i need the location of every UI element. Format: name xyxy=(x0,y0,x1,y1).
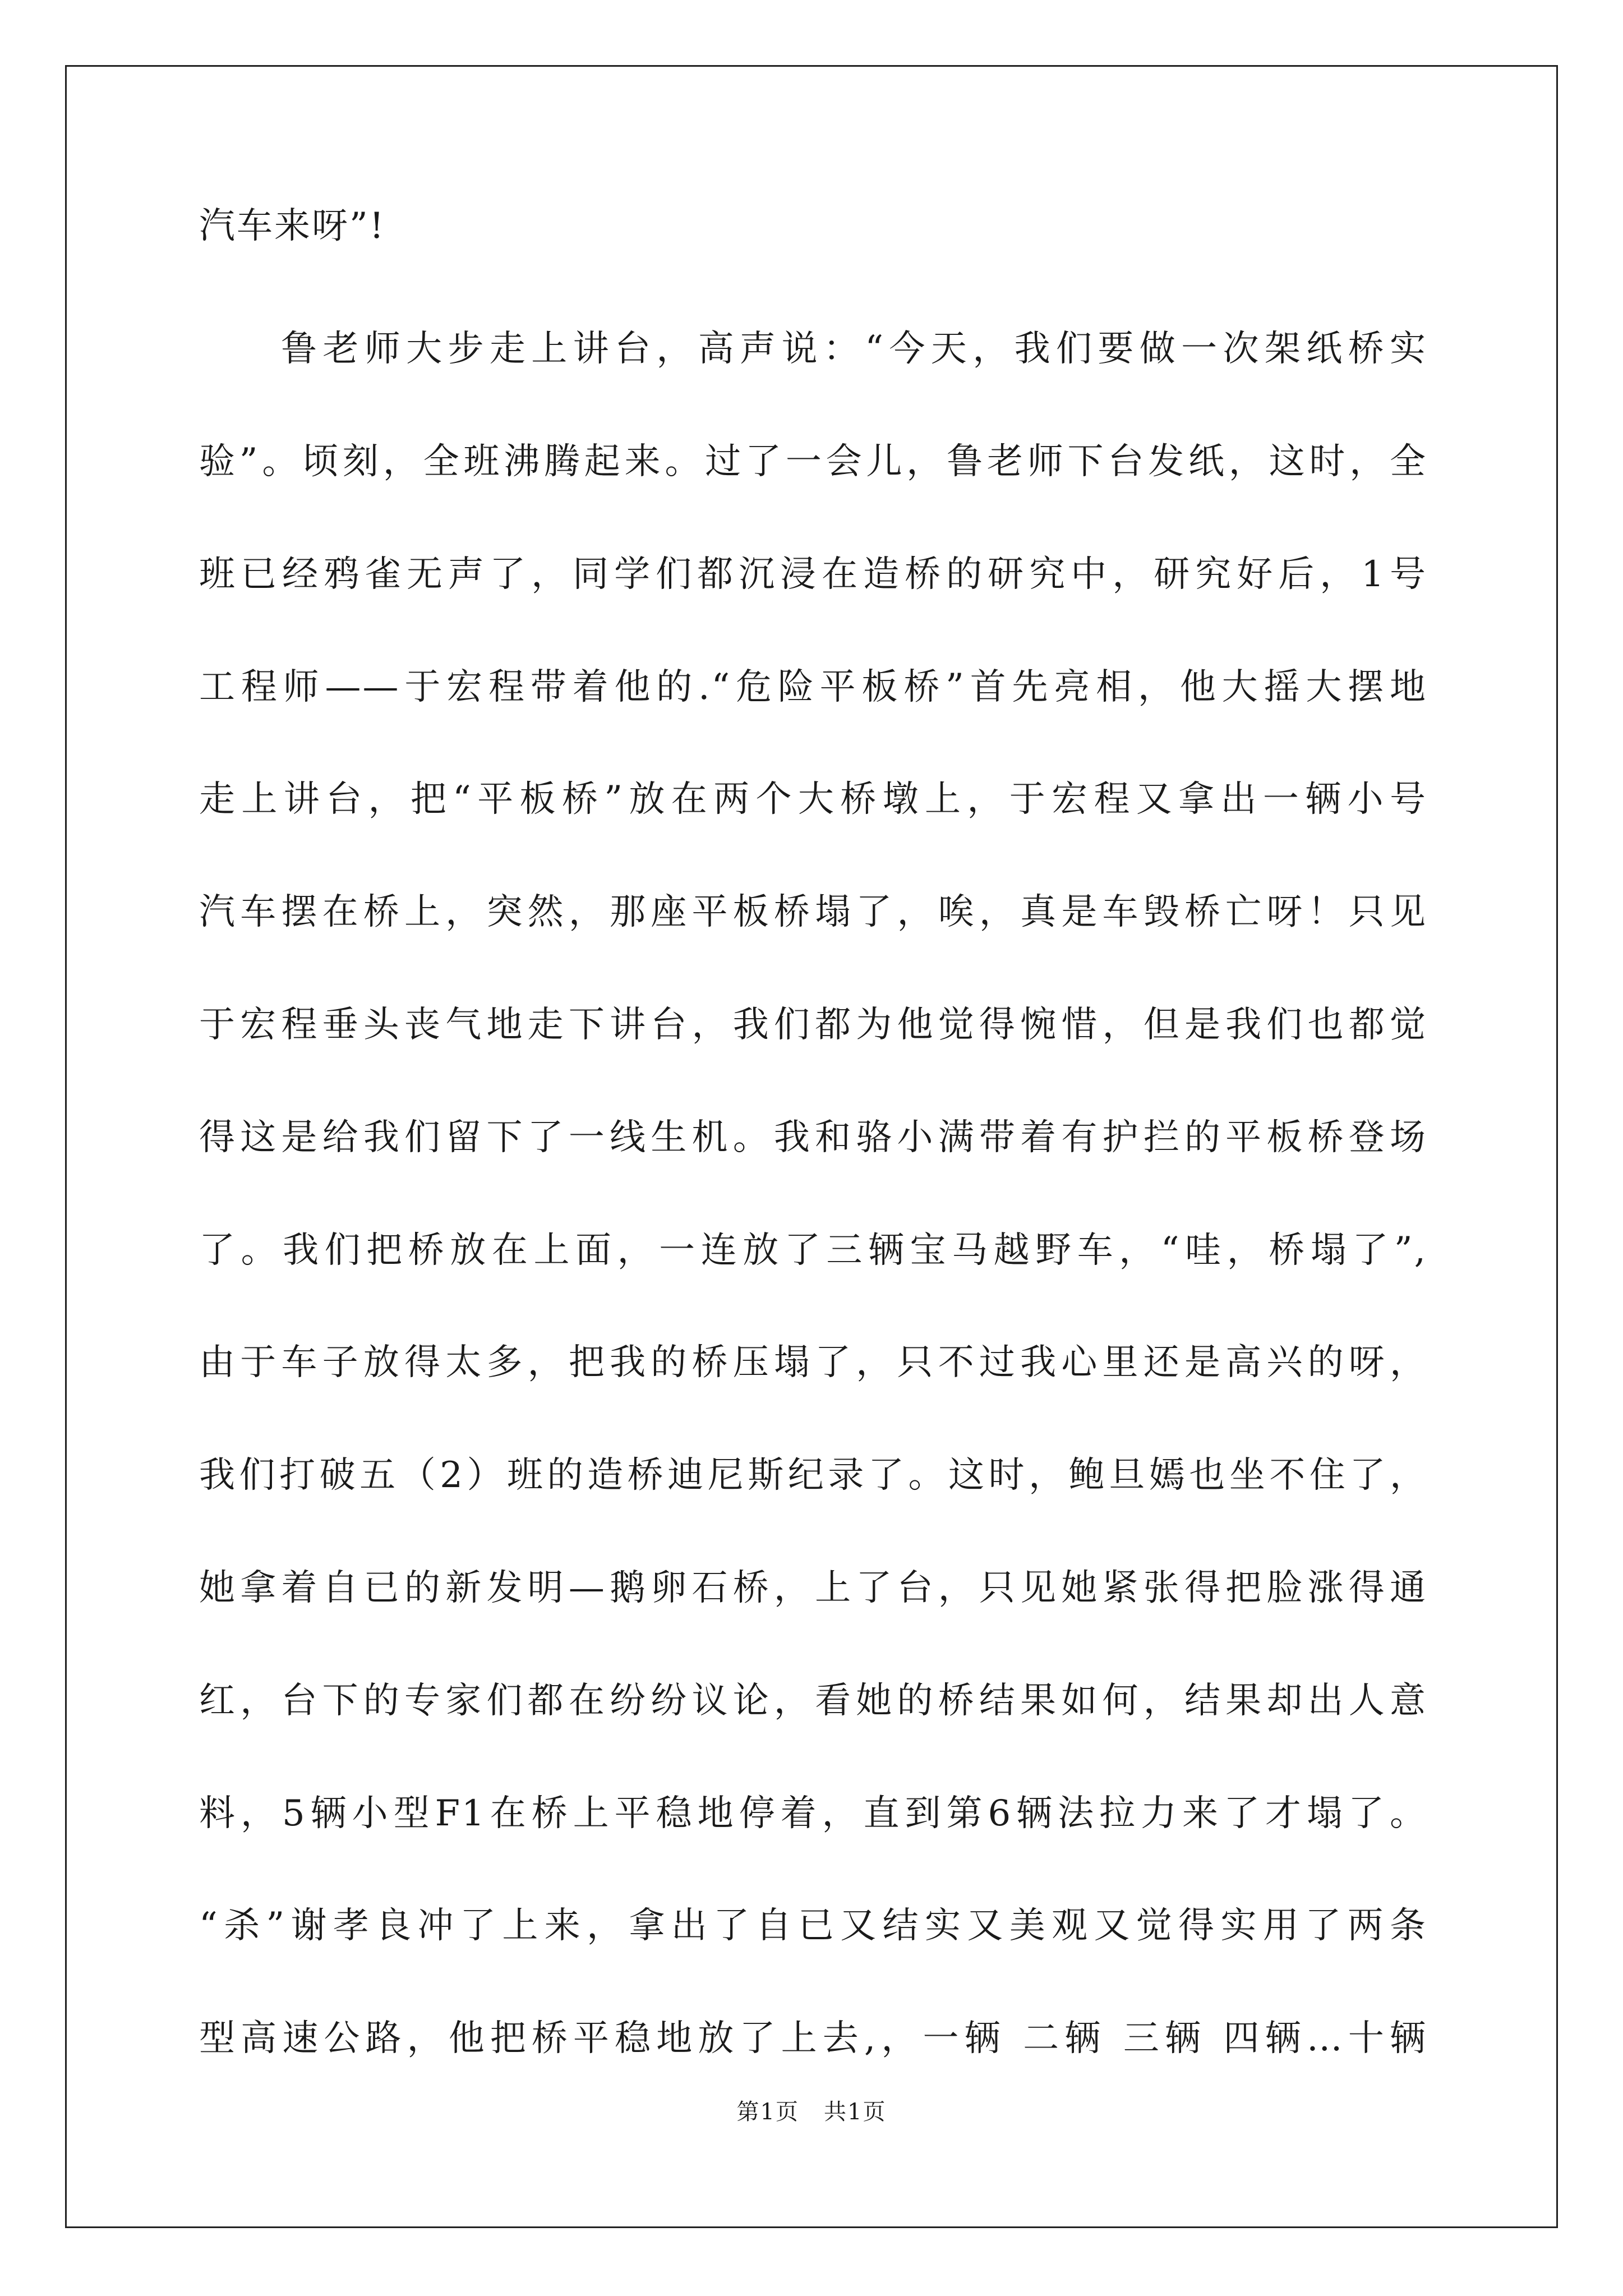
text-line: 由于车子放得太多，把我的桥压塌了，只不过我心里还是高兴的呀， xyxy=(199,1342,1427,1383)
text-line: 红，台下的专家们都在纷纷议论，看她的桥结果如何，结果却出人意 xyxy=(199,1680,1427,1722)
text-line: 料，5辆小型F1在桥上平稳地停着，直到第6辆法拉力来了才塌了。 xyxy=(199,1793,1427,1834)
text-line: 汽车来呀”! xyxy=(199,205,386,247)
text-line: 班已经鸦雀无声了，同学们都沉浸在造桥的研究中，研究好后，1号 xyxy=(199,554,1427,595)
text-line: 她拿着自已的新发明—鹅卵石桥，上了台，只见她紧张得把脸涨得通 xyxy=(199,1567,1427,1609)
text-line: 走上讲台，把“平板桥”放在两个大桥墩上，于宏程又拿出一辆小号 xyxy=(199,779,1427,820)
page-footer xyxy=(0,2095,1623,2129)
page-number: 第1页 xyxy=(736,2099,799,2125)
text-line: 得这是给我们留下了一线生机。我和骆小满带着有护拦的平板桥登场 xyxy=(199,1117,1427,1158)
text-line: 验”。顷刻，全班沸腾起来。过了一会儿，鲁老师下台发纸，这时，全 xyxy=(199,441,1427,482)
text-line: 于宏程垂头丧气地走下讲台，我们都为他觉得惋惜，但是我们也都觉 xyxy=(199,1004,1427,1046)
text-line: 型高速公路，他把桥平稳地放了上去,，一辆 二辆 三辆 四辆…十辆 xyxy=(199,2018,1427,2059)
text-line: 了。我们把桥放在上面，一连放了三辆宝马越野车，“哇，桥塌了”, xyxy=(199,1230,1427,1271)
text-line: 我们打破五（2）班的造桥迪尼斯纪录了。这时，鲍旦嫣也坐不住了， xyxy=(199,1455,1427,1496)
paragraph-first-line: 鲁老师大步走上讲台，高声说：“今天，我们要做一次架纸桥实 xyxy=(281,328,1427,370)
text-line: 工程师——于宏程带着他的.“危险平板桥”首先亮相，他大摇大摆地 xyxy=(199,666,1427,708)
page-total: 共1页 xyxy=(824,2099,887,2125)
text-line: 汽车摆在桥上，突然，那座平板桥塌了，唉，真是车毁桥亡呀！只见 xyxy=(199,891,1427,933)
text-line: “杀”谢孝良冲了上来，拿出了自已又结实又美观又觉得实用了两条 xyxy=(199,1905,1427,1947)
